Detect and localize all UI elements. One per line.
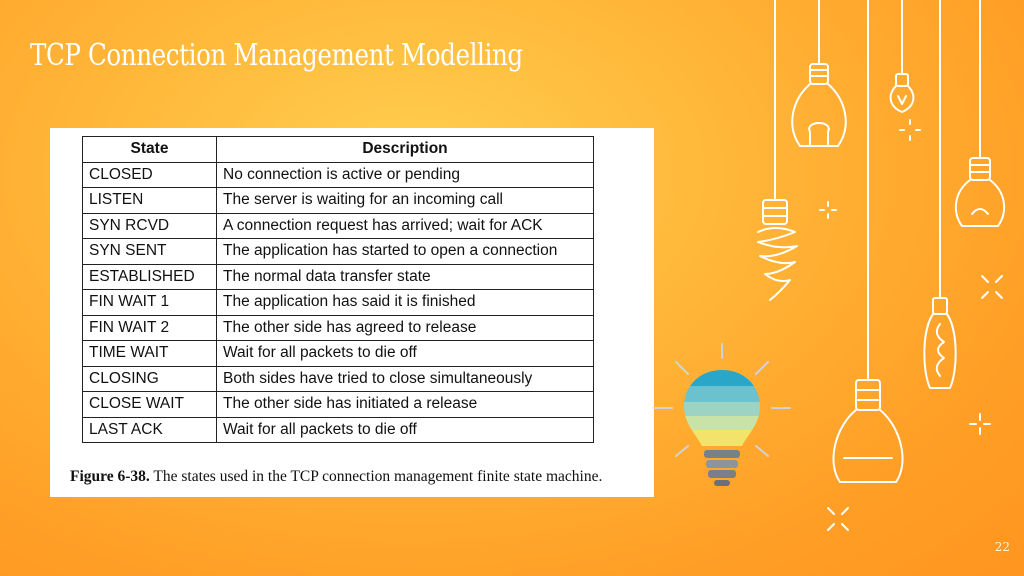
sparkle-icon [970,414,990,434]
sparkle-icon [900,120,920,140]
description-cell: Wait for all packets to die off [217,341,594,367]
description-cell: The other side has agreed to release [217,315,594,341]
description-cell: Wait for all packets to die off [217,417,594,443]
state-cell: LISTEN [83,188,217,214]
state-cell: TIME WAIT [83,341,217,367]
description-cell: Both sides have tried to close simultaneously [217,366,594,392]
light-bulb-icon [891,0,914,112]
light-bulb-icon [758,0,797,300]
light-bulb-icon [956,0,1004,226]
description-cell: A connection request has arrived; wait for ACK [217,213,594,239]
page-number: 22 [994,540,1010,554]
sparkle-icon [982,276,1002,298]
caption-label: Figure 6-38. [70,468,150,485]
state-cell: FIN WAIT 2 [83,315,217,341]
description-cell: The other side has initiated a release [217,392,594,418]
state-cell: FIN WAIT 1 [83,290,217,316]
description-cell: The application has started to open a connection [217,239,594,265]
header-state: State [83,137,217,163]
light-bulb-icon [924,0,955,388]
slide-title: TCP Connection Management Modelling [30,38,523,73]
description-cell: The server is waiting for an incoming call [217,188,594,214]
description-cell: The normal data transfer state [217,264,594,290]
state-cell: ESTABLISHED [83,264,217,290]
state-cell: CLOSE WAIT [83,392,217,418]
light-bulb-icon [833,0,902,482]
description-cell: No connection is active or pending [217,162,594,188]
light-bulb-icon [792,0,845,146]
state-cell: SYN RCVD [83,213,217,239]
state-cell: SYN SENT [83,239,217,265]
description-cell: The application has said it is finished [217,290,594,316]
sparkle-icon [820,202,836,218]
state-cell: CLOSED [83,162,217,188]
header-description: Description [217,137,594,163]
state-cell: CLOSING [83,366,217,392]
caption-text: The states used in the TCP connection management finite state machine. [153,468,603,485]
state-cell: LAST ACK [83,417,217,443]
sparkle-icon [828,508,848,530]
colorful-bulb-icon [654,344,790,486]
